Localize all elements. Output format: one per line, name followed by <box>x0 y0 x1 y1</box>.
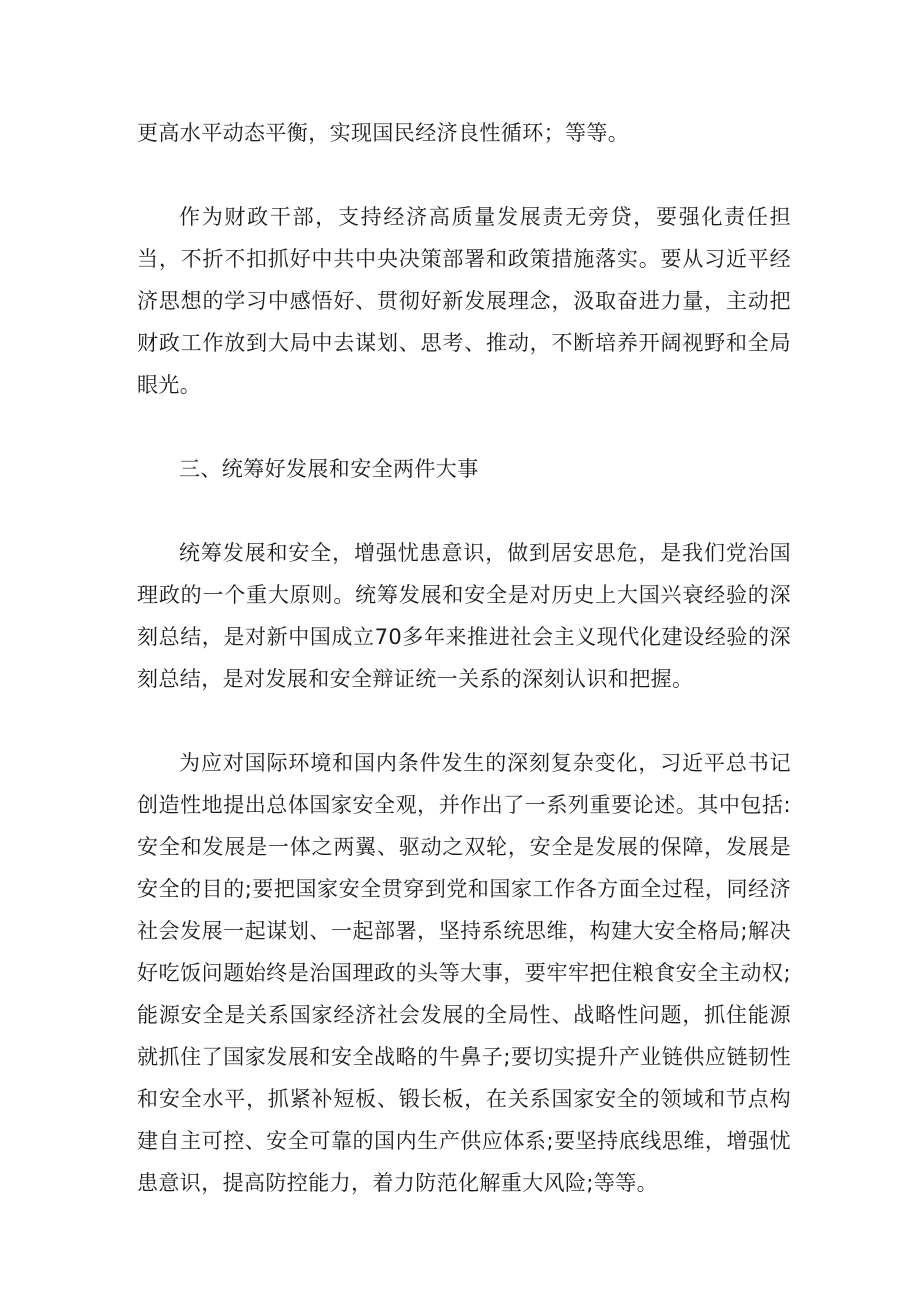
paragraph-finance-cadres: 作为财政干部，支持经济高质量发展责无旁贷，要强化责任担当，不折不扣抓好中共中央决策部署和政策措施落实。要从习近平经济思想的学习中感悟好、贯彻好新发展理念，汲取奋进力量，主动把财政工作放到大局中去谋划、思考、推动，不断培养开阔视野和全局眼光。 <box>137 205 791 397</box>
section-heading: 三、统筹好发展和安全两件大事 <box>179 457 479 481</box>
paragraph-development-security: 统筹发展和安全，增强忧患意识，做到居安思危，是我们党治国理政的一个重大原则。统筹发展和安全是对历史上大国兴衰经验的深刻总结，是对新中国成立70多年来推进社会主义现代化建设经验的深刻总结，是对发展和安全辩证统一关系的深刻认识和把握。 <box>137 541 791 691</box>
document-body <box>137 112 791 1246</box>
paragraph-national-security: 为应对国际环境和国内条件发生的深刻复杂变化，习近平总书记创造性地提出总体国家安全观，并作出了一系列重要论述。其中包括:安全和发展是一体之两翼、驱动之双轮，安全是发展的保障，发展是安全的目的;要把国家安全贯穿到党和国家工作各方面全过程，同经济社会发展一起谋划、一起部署，坚持系统思维，构建大安全格局;解决好吃饭问题始终是治国理政的头等大事，要牢牢把住粮食安全主动权;能源安全是关系国家经济社会发展的全局性、战略性问题，抓住能源就抓住了国家发展和安全战略的牛鼻子;要切实提升产业链供应链韧性和安全水平，抓紧补短板、锻长板，在关系国家安全的领域和节点构建自主可控、安全可靠的国内生产供应体系;要坚持底线思维，增强忧患意识，提高防控能力，着力防范化解重大风险;等等。 <box>137 751 791 1195</box>
paragraph-continued: 更高水平动态平衡，实现国民经济良性循环；等等。 <box>137 121 630 145</box>
